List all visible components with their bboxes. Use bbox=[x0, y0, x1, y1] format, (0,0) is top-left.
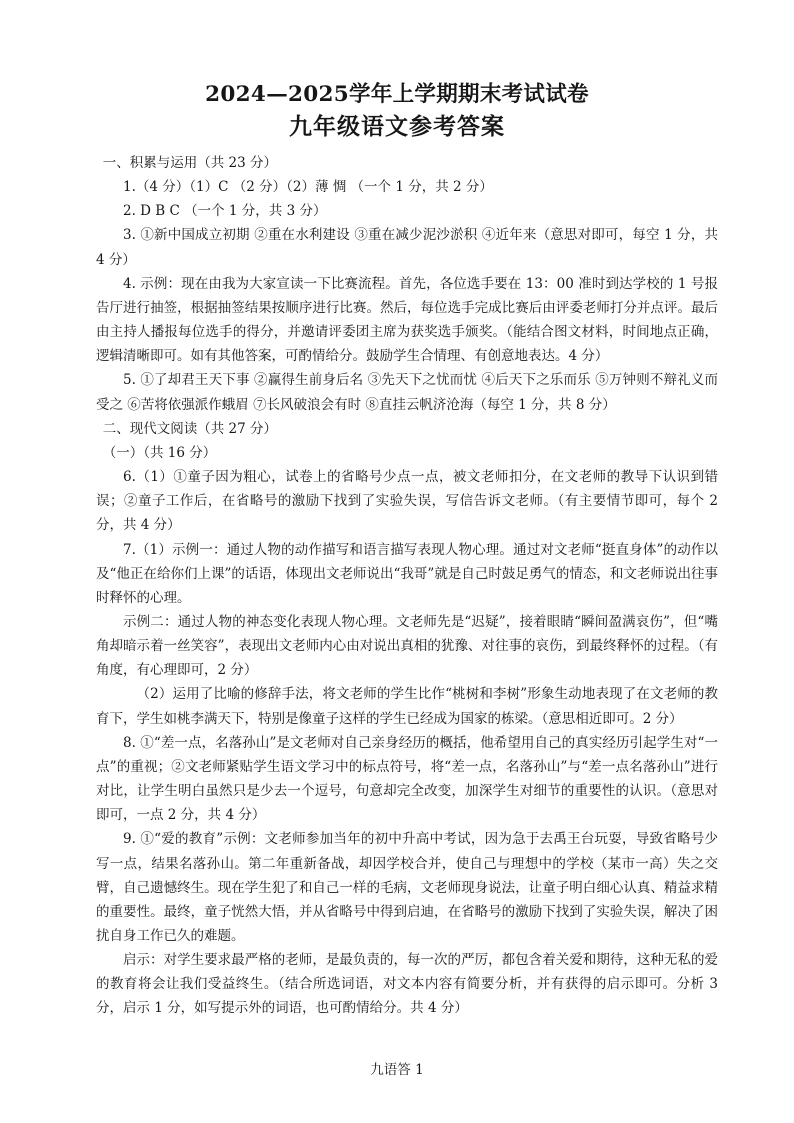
section-heading-accumulation: 一、积累与运用（共 23 分） bbox=[102, 155, 278, 171]
section-heading-reading: 二、现代文阅读（共 27 分） bbox=[102, 420, 278, 437]
subsection-heading-one: （一）（共 16 分） bbox=[102, 444, 217, 461]
answer-q9-inspiration: 启示：对学生要求最严格的老师，是最负责的，每一次的严厉，都包含着关爱和期待，这种无私的爱的教育将会让我们受益终生。（结合所选词语，对文本内容有简要分析，并有获得的启示即可。分析 3 分，启示 1 分，如写提示外的词语，也可酌情给分。共 4 分） bbox=[96, 952, 718, 1017]
answer-q2: 2. D B C （一个 1 分，共 3 分） bbox=[123, 203, 327, 220]
exam-subtitle: 九年级语文参考答案 bbox=[289, 113, 505, 140]
answer-q1: 1.（4 分）（1）C （2 分）（2）薄 惆 （一个 1 分，共 2 分） bbox=[123, 179, 493, 196]
answer-q5: 5. ①了却君王天下事 ②赢得生前身后名 ③先天下之忧而忧 ④后天下之乐而乐 ⑤万钟则不辩礼义而受之 ⑥苦将依强派作蛾眉 ⑦长风破浪会有时 ⑧直挂云帆济沧海（每空 1 分，共 8 分） bbox=[96, 372, 718, 413]
answer-q6: 6.（1）①童子因为粗心，试卷上的省略号少点一点，被文老师扣分，在文老师的教导下认识到错误；②童子工作后，在省略号的激励下找到了实验失误，写信告诉文老师。（有主要情节即可，每个 2 分，共 4 分） bbox=[96, 469, 718, 534]
answer-q7-part1: 7.（1）示例一：通过人物的动作描写和语言描写表现人物心理。通过对文老师“挺直身体”的动作以及“他正在给你们上课”的话语，体现出文老师说出“我哥”就是自己时鼓足勇气的情态，和文老师说出往事时释怀的心理。 bbox=[96, 541, 718, 606]
answer-q4: 4. 示例：现在由我为大家宣读一下比赛流程。首先，各位选手要在 13：00 准时到达学校的 1 号报告厅进行抽签，根据抽签结果按顺序进行比赛。然后，每位选手完成比赛后由评委老师打分并点评。最后由主持人播报每位选手的得分，并邀请评委团主席为获奖选手颁奖。（能结合图文材料，时间地点正确，逻辑清晰即可。如有其他答案，可酌情给分。鼓励学生合情理、有创意地表达。4 分） bbox=[96, 275, 718, 365]
answer-content bbox=[96, 151, 718, 1021]
answer-q9: 9. ①“爱的教育”示例：文老师参加当年的初中升高中考试，因为急于去禹王台玩耍，导致省略号少写一点，结果名落孙山。第二年重新备战，却因学校合并，使自己与理想中的学校（某市一高）失之交臂，自己遗憾终生。现在学生犯了和自己一样的毛病，文老师现身说法，让童子明白细心认真、精益求精的重要性。最终，童子恍然大悟，并从省略号中得到启迪，在省略号的激励下找到了实验失误，解决了困扰自身工作已久的难题。 bbox=[96, 831, 718, 944]
page-footer: 九语答 1 bbox=[370, 1062, 424, 1078]
answer-q7-example2: 示例二：通过人物的神态变化表现人物心理。文老师先是“迟疑”，接着眼睛“瞬间盈满哀伤”，但“嘴角却暗示着一丝笑容”，表现出文老师内心由对说出真相的犹豫、对往事的哀伤，到最终释怀的过程。（有角度，有心理即可，2 分） bbox=[96, 613, 718, 679]
answer-q8: 8. ①“差一点，名落孙山”是文老师对自己亲身经历的概括，他希望用自己的真实经历引起学生对“一点”的重视；②文老师紧贴学生语文学习中的标点符号，将“差一点，名落孙山”与“差一点名落孙山”进行对比，让学生明白虽然只是少去一个逗号，句意却完全改变，加深学生对细节的重要性的认识。（意思对即可，一点 2 分，共 4 分） bbox=[96, 734, 718, 824]
exam-title: 2024—2025学年上学期期末考试试卷 bbox=[205, 82, 589, 107]
answer-q3: 3. ①新中国成立初期 ②重在水利建设 ③重在减少泥沙淤积 ④近年来（意思对即可，每空 1 分，共 4 分） bbox=[96, 227, 718, 268]
answer-q7-part2: （2）运用了比喻的修辞手法，将文老师的学生比作“桃树和李树”形象生动地表现了在文老师的教育下，学生如桃李满天下，特别是像童子这样的学生已经成为国家的栋梁。（意思相近即可。2 分） bbox=[96, 686, 718, 727]
